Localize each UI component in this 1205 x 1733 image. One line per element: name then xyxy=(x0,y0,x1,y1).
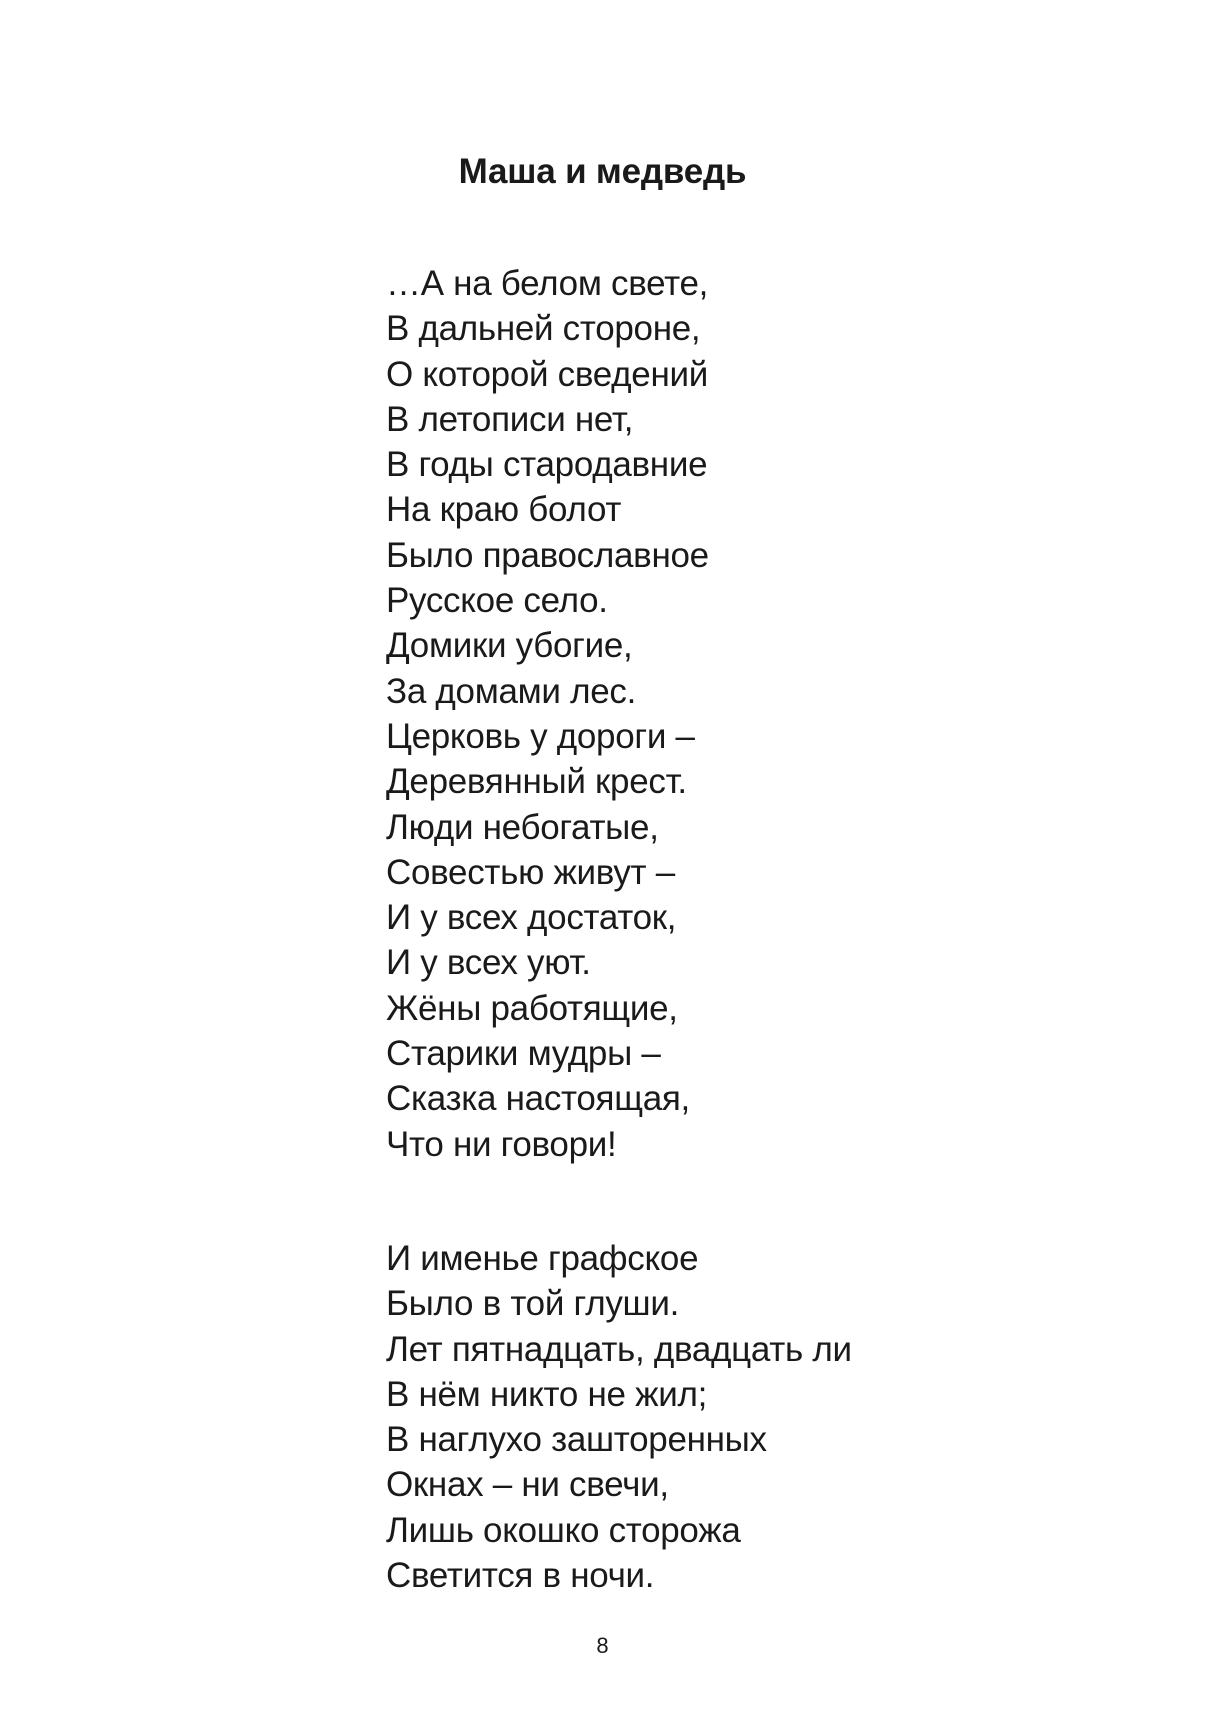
verse-line: Светится в ночи. xyxy=(386,1556,655,1596)
page-number: 8 xyxy=(596,1633,609,1658)
verse-line: В наглухо зашторенных xyxy=(386,1420,767,1460)
verse-line: Жёны работящие, xyxy=(386,988,678,1028)
verse-line: Старики мудры – xyxy=(386,1034,661,1074)
verse-line: За домами лес. xyxy=(386,671,636,711)
verse-line: На краю болот xyxy=(386,490,622,530)
verse-line: Деревянный крест. xyxy=(386,762,687,802)
verse-line: …А на белом свете, xyxy=(386,264,709,303)
verse-line: И именье графское xyxy=(386,1239,699,1278)
verse-line: Люди небогатые, xyxy=(386,807,659,847)
stanza-1 xyxy=(386,261,1146,1167)
verse-line: Что ни говори! xyxy=(386,1124,617,1164)
verse-line: Было в той глуши. xyxy=(386,1284,679,1324)
verse-line: В летописи нет, xyxy=(386,399,634,439)
verse-line: В нём никто не жил; xyxy=(386,1374,707,1414)
verse-line: Церковь у дороги – xyxy=(386,716,695,756)
verse-line: И у всех уют. xyxy=(386,943,591,983)
verse-line: Домики убогие, xyxy=(386,626,633,666)
verse-line: Сказка настоящая, xyxy=(386,1079,690,1119)
verse-line: И у всех достаток, xyxy=(386,898,677,938)
verse-line: В годы стародавние xyxy=(386,445,708,485)
verse-line: Окнах – ни свечи, xyxy=(386,1465,669,1505)
verse-line: Совестью живут – xyxy=(386,852,675,892)
page-title: Маша и медведь xyxy=(458,152,747,191)
verse-line: Лишь окошко сторожа xyxy=(386,1510,741,1550)
verse-line: Русское село. xyxy=(386,581,608,621)
verse-line: Было православное xyxy=(386,535,709,575)
verse-line: Лет пятнадцать, двадцать ли xyxy=(386,1329,852,1369)
verse-line: В дальней стороне, xyxy=(386,309,701,349)
verse-line: О которой сведений xyxy=(386,354,708,394)
stanza-2 xyxy=(386,1236,1146,1598)
